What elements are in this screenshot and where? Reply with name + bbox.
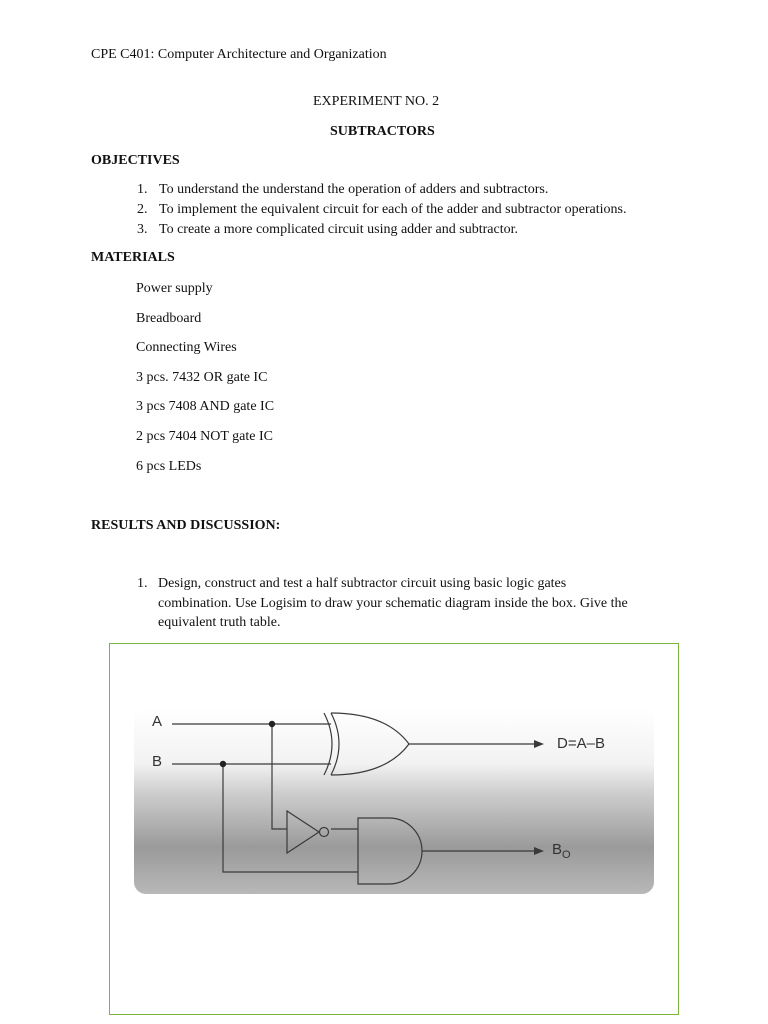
material-item: Connecting Wires [136, 340, 237, 355]
objective-text: To implement the equivalent circuit for each of the adder and subtractor operations. [159, 202, 627, 217]
input-b-label: B [152, 753, 163, 770]
objective-number: 3. [137, 222, 148, 237]
objective-item [137, 202, 626, 218]
junction-b [220, 761, 226, 767]
borrow-label-main: B [552, 841, 563, 858]
material-item: 3 pcs. 7432 OR gate IC [136, 370, 268, 385]
objective-number: 1. [137, 182, 148, 197]
arrow-borrow-icon [534, 847, 544, 855]
results-item-line: equivalent truth table. [158, 615, 281, 630]
material-item: 6 pcs LEDs [136, 459, 202, 474]
materials-heading: MATERIALS [91, 250, 175, 265]
material-item: Power supply [136, 281, 213, 296]
material-item: 2 pcs 7404 NOT gate IC [136, 429, 273, 444]
results-item-line: combination. Use Logisim to draw your schematic diagram inside the box. Give the [158, 596, 628, 611]
junction-a [269, 721, 275, 727]
results-heading: RESULTS AND DISCUSSION: [91, 518, 281, 533]
material-item: 3 pcs 7408 AND gate IC [136, 399, 275, 414]
results-item-line: Design, construct and test a half subtractor circuit using basic logic gates [158, 576, 567, 591]
wire-a-to-not [272, 724, 287, 829]
xor-gate [331, 713, 409, 775]
objective-text: To understand the understand the operation of adders and subtractors. [159, 182, 549, 197]
material-item: Breadboard [136, 311, 202, 326]
objectives-heading: OBJECTIVES [91, 153, 180, 168]
objective-item [137, 182, 548, 198]
borrow-label-subscript: O [562, 849, 571, 861]
xor-back-curve [324, 713, 332, 775]
difference-output-label: D=A–B [557, 735, 605, 752]
not-bubble [320, 828, 329, 837]
experiment-title: EXPERIMENT NO. 2 [313, 94, 440, 109]
borrow-output-label [552, 841, 571, 861]
objective-text: To create a more complicated circuit using adder and subtractor. [159, 222, 518, 237]
results-item-number: 1. [137, 576, 148, 591]
course-header: CPE C401: Computer Architecture and Organization [91, 47, 387, 62]
arrow-difference-icon [534, 740, 544, 748]
wire-b-to-and [223, 764, 358, 872]
schematic-answer-box [109, 643, 679, 1015]
objective-item [137, 222, 518, 238]
and-gate [358, 818, 422, 884]
half-subtractor-diagram [134, 708, 654, 894]
not-gate [287, 811, 319, 853]
input-a-label: A [152, 713, 163, 730]
objective-number: 2. [137, 202, 148, 217]
topic-title: SUBTRACTORS [330, 124, 435, 139]
